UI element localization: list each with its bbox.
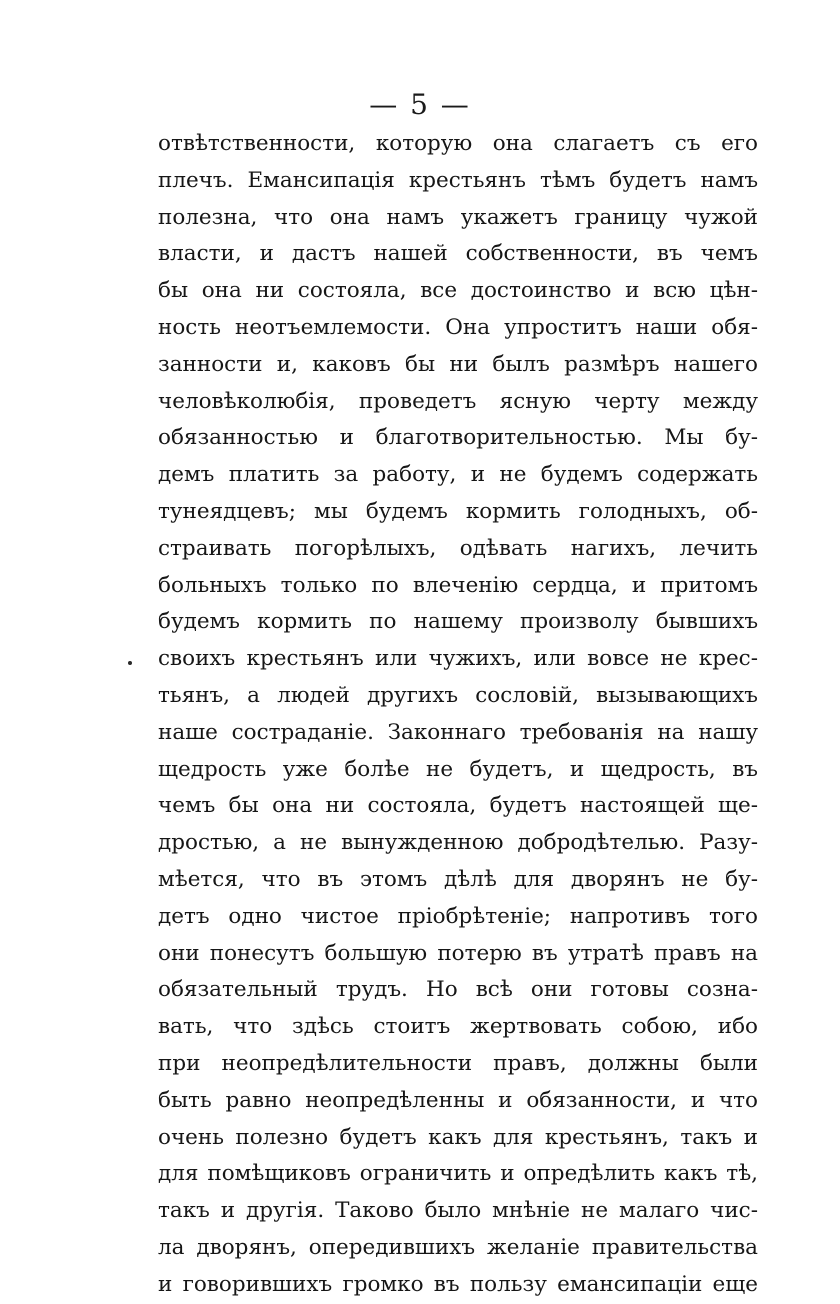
margin-mark <box>128 661 132 665</box>
text-line: обязательный трудъ. Но всѣ они готовы созна- <box>158 977 758 1003</box>
text-line: ность неотъемлемости. Она упроститъ наши обя- <box>158 314 758 340</box>
text-line: власти, и дастъ нашей собственности, въ чемъ <box>158 241 758 267</box>
text-line: бы она ни состояла, все достоинство и всю цѣн- <box>158 278 758 304</box>
text-line: мѣется, что въ этомъ дѣлѣ для дворянъ не бу- <box>158 866 758 892</box>
text-line: быть равно неопредѣленны и обязанности, и что <box>158 1087 758 1113</box>
text-line: вать, что здѣсь стоитъ жертвовать собою, ибо <box>158 1014 758 1040</box>
text-line: плечъ. Емансипація крестьянъ тѣмъ будетъ намъ <box>158 167 758 193</box>
text-line: демъ платить за работу, и не будемъ содержать <box>158 462 758 488</box>
text-line: своихъ крестьянъ или чужихъ, или вовсе не крес- <box>158 646 758 672</box>
text-line: наше состраданіе. Законнаго требованія на нашу <box>158 719 758 745</box>
text-line: отвѣтственности, которую она слагаетъ съ его <box>158 131 758 156</box>
text-line: очень полезно будетъ какъ для крестьянъ, такъ и <box>158 1124 758 1150</box>
text-line: ла дворянъ, опередившихъ желаніе правительства <box>158 1234 758 1260</box>
text-line: полезна, что она намъ укажетъ границу чужой <box>158 204 758 230</box>
text-line: дростью, а не вынужденною добродѣтелью. Разу- <box>158 830 758 856</box>
text-line: такъ и другія. Таково было мнѣніе не малаго чис- <box>158 1198 758 1224</box>
text-line: человѣколюбія, проведетъ ясную черту между <box>158 388 758 414</box>
text-line: для помѣщиковъ ограничить и опредѣлить какъ тѣ, <box>158 1161 758 1187</box>
text-line: занности и, каковъ бы ни былъ размѣръ нашего <box>158 351 758 377</box>
text-line: обязанностью и благотворительностью. Мы бу- <box>158 425 758 451</box>
text-line: будемъ кормить по нашему произволу бывшихъ <box>158 609 758 635</box>
text-line: тунеядцевъ; мы будемъ кормить голодныхъ, об- <box>158 498 758 524</box>
text-line: и говорившихъ громко въ пользу емансипаціи еще <box>158 1271 758 1297</box>
text-line: чемъ бы она ни состояла, будетъ настоящей ще- <box>158 793 758 819</box>
text-line: детъ одно чистое пріобрѣтеніе; напротивъ того <box>158 903 758 929</box>
text-line: при неопредѣлительности правъ, должны были <box>158 1050 758 1076</box>
text-line: тьянъ, а людей другихъ сословій, вызывающихъ <box>158 682 758 708</box>
text-line: щедрость уже болѣе не будетъ, и щедрость, въ <box>158 756 758 782</box>
text-line: страивать погорѣлыхъ, одѣвать нагихъ, лечить <box>158 535 758 561</box>
body-text <box>158 126 758 1304</box>
page-number: — 5 — <box>369 88 471 121</box>
text-line: больныхъ только по влеченію сердца, и притомъ <box>158 572 758 598</box>
text-line: они понесутъ большую потерю въ утратѣ правъ на <box>158 940 758 966</box>
